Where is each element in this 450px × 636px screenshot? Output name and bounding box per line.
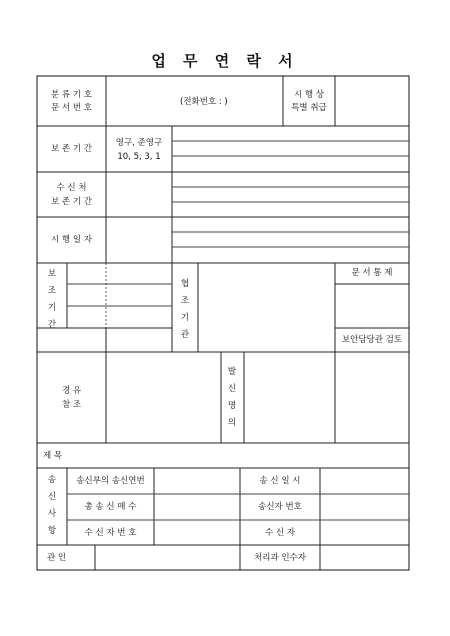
label-via: 경 유	[61, 386, 82, 396]
label-send-datetime: 송 신 일 시	[259, 476, 301, 486]
label-sender: 발 신 명 의	[227, 367, 237, 428]
label-reference: 참 조	[61, 400, 82, 410]
label-transmission: 송 신 사 항	[47, 475, 57, 536]
label-seal: 관 인	[47, 553, 67, 563]
label-enforce-date: 시 행 일 자	[51, 235, 92, 245]
label-subject: 제 목	[43, 451, 63, 461]
label-recipient-person: 수 신 자	[264, 528, 296, 538]
label-class-no: 분 류 기 호	[51, 90, 92, 100]
form-title: 업 무 연 락 서	[151, 52, 299, 70]
label-doc-no: 문 서 번 호	[51, 103, 92, 113]
label-send-count: 총 송 신 매 수	[84, 502, 137, 512]
label-security-review: 보안담당관 검토	[341, 335, 403, 345]
retention-value-1: 영구, 준영구	[115, 138, 163, 148]
retention-value-2: 10, 5, 3, 1	[117, 152, 161, 162]
label-doc-control: 문 서 통 제	[351, 268, 393, 278]
label-recv-no: 수 신 자 번 호	[84, 528, 137, 538]
label-phone: (전화번호 : )	[180, 97, 228, 107]
label-special-2: 특별 취급	[291, 103, 327, 113]
label-send-serial: 송신부의 송신연번	[76, 476, 145, 486]
label-handler: 처리과 인수자	[254, 553, 306, 563]
label-recipient: 수 신 처	[56, 183, 87, 193]
label-assistant: 보 조 기 간	[47, 269, 57, 330]
label-recipient-retention: 보 존 기 간	[51, 197, 92, 207]
label-sender-no: 송신자 번호	[258, 502, 302, 512]
label-cooperation: 협 조 기 관	[180, 279, 190, 340]
label-retention: 보 존 기 간	[51, 144, 92, 154]
label-special-1: 시 행 상	[293, 90, 325, 100]
